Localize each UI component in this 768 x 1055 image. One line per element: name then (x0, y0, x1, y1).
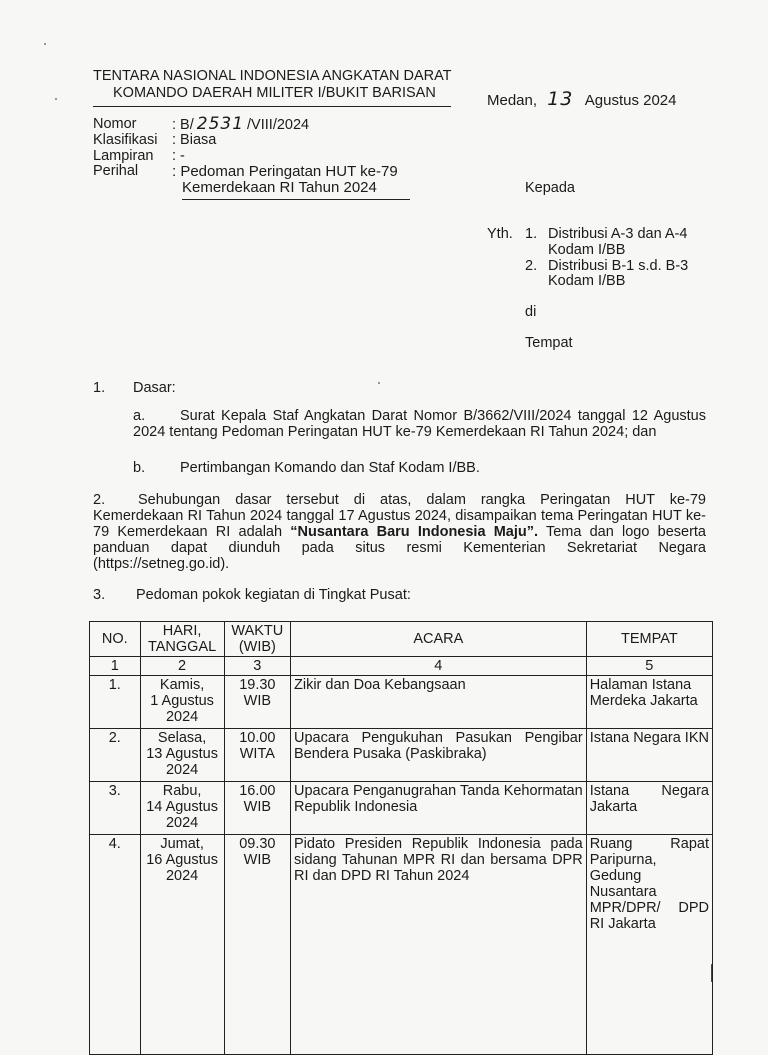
yth-label: Yth. (487, 226, 513, 242)
row-tempat: Istana Negara IKN (586, 729, 712, 782)
row-waktu: 19.30 WIB (224, 676, 290, 729)
recipient-1-line-1: Distribusi A-3 dan A-4 (548, 226, 688, 242)
p2-text: Kemerdekaan RI Tahun 2024 tanggal 17 Agustus 2024, disampaikan tema Peringatan HUT ke-79 Kemerdekaan RI adalah “Nusantara Baru Indonesia Maju”. Tema dan logo beserta panduan dapat diunduh pada situs resmi Kementerian Sekretariat Negara (https://setneg.go.id). (93, 508, 706, 572)
lampiran-value: : - (172, 148, 185, 164)
row-hari-tanggal: Jumat, 16 Agustus 2024 (140, 835, 224, 1055)
letterhead-line-1: TENTARA NASIONAL INDONESIA ANGKATAN DARAT (93, 68, 452, 84)
row-acara: Upacara Penganugrahan Tanda Kehormatan Republik Indonesia (290, 782, 586, 835)
row-acara: Zikir dan Doa Kebangsaan (290, 676, 586, 729)
table-row (90, 782, 713, 835)
nomor-prefix: : B/ (172, 117, 194, 133)
table-row (90, 729, 713, 782)
letterhead-line-2: KOMANDO DAERAH MILITER I/BUKIT BARISAN (113, 85, 436, 101)
p1b-text: Pertimbangan Komando dan Staf Kodam I/BB. (180, 460, 480, 476)
p1a-text: Surat Kepala Staf Angkatan Darat Nomor B/3662/VIII/2024 tanggal 12 Agustus 2024 tentang Pedoman Peringatan HUT ke-79 Kemerdekaan RI Tahun 2024; dan (133, 408, 706, 440)
row-hari-tanggal: Kamis, 1 Agustus 2024 (140, 676, 224, 729)
row-tempat: Halaman Istana Merdeka Jakarta (586, 676, 712, 729)
row-no: 2. (90, 729, 141, 782)
schedule-table (89, 621, 713, 1055)
p1-number: 1. (93, 380, 106, 396)
klasifikasi-label: Klasifikasi (93, 132, 158, 148)
scan-speck (55, 98, 57, 100)
nomor-value (172, 114, 309, 134)
p2-number: 2. (93, 492, 106, 508)
row-waktu: 16.00 WIB (224, 782, 290, 835)
p1b-letter: b. (133, 460, 146, 476)
scan-speck (378, 382, 380, 384)
row-no: 4. (90, 835, 141, 1055)
lampiran-label: Lampiran (93, 148, 154, 164)
colnum: 1 (90, 657, 141, 676)
p1a-letter: a. (133, 408, 146, 424)
nomor-suffix: /VIII/2024 (247, 117, 310, 133)
table-header-row (90, 622, 713, 657)
table-row (90, 835, 713, 1055)
p2-theme: “Nusantara Baru Indonesia Maju”. (290, 524, 539, 540)
perihal-underline (182, 199, 410, 200)
row-hari-tanggal: Rabu, 14 Agustus 2024 (140, 782, 224, 835)
date-line (487, 88, 677, 110)
header-acara: ACARA (290, 622, 586, 657)
di-label: di (525, 304, 537, 320)
recipient-2-line-2: Kodam I/BB (548, 273, 626, 289)
header-no: NO. (90, 622, 141, 657)
colnum: 5 (586, 657, 712, 676)
colnum: 3 (224, 657, 290, 676)
tempat-label: Tempat (525, 335, 573, 351)
kepada-label: Kepada (525, 180, 575, 196)
row-tempat: Ruang Rapat Paripurna, Gedung Nusantara MPR/DPR/ DPD RI Jakarta (586, 835, 712, 1055)
row-acara: Upacara Pengukuhan Pasukan Pengibar Bendera Pusaka (Paskibraka) (290, 729, 586, 782)
row-no: 1. (90, 676, 141, 729)
row-hari-tanggal: Selasa, 13 Agustus 2024 (140, 729, 224, 782)
recipient-2-line-1: Distribusi B-1 s.d. B-3 (548, 258, 689, 274)
nomor-label: Nomor (93, 116, 137, 132)
table-row (90, 676, 713, 729)
klasifikasi-value: : Biasa (172, 132, 217, 148)
p3-text: Pedoman pokok kegiatan di Tingkat Pusat: (136, 587, 411, 603)
perihal-label: Perihal (93, 163, 139, 179)
perihal-value-1: : Pedoman Peringatan HUT ke-79 (172, 163, 398, 180)
p3-number: 3. (93, 587, 106, 603)
date-place: Medan, (487, 92, 538, 109)
table-colnumber-row (90, 657, 713, 676)
nomor-number-handwritten: 2531 (196, 114, 245, 134)
row-no: 3. (90, 782, 141, 835)
header-tempat: TEMPAT (586, 622, 712, 657)
colnum: 2 (140, 657, 224, 676)
date-month-year: Agustus 2024 (584, 92, 677, 109)
p2-line-1: Sehubungan dasar tersebut di atas, dalam rangka Peringatan HUT ke-79 (138, 492, 706, 508)
scan-speck (711, 964, 712, 982)
perihal-value-2: Kemerdekaan RI Tahun 2024 (182, 179, 377, 196)
date-day-handwritten: 13 (547, 88, 574, 110)
colnum: 4 (290, 657, 586, 676)
row-waktu: 10.00 WITA (224, 729, 290, 782)
scan-speck (44, 43, 46, 45)
recipient-1-line-2: Kodam I/BB (548, 242, 626, 258)
header-waktu: WAKTU (WIB) (224, 622, 290, 657)
p1-title: Dasar: (133, 380, 176, 396)
header-hari-tanggal: HARI, TANGGAL (140, 622, 224, 657)
row-acara: Pidato Presiden Republik Indonesia pada sidang Tahunan MPR RI dan bersama DPR RI dan DPD RI Tahun 2024 (290, 835, 586, 1055)
recipient-2-number: 2. (525, 258, 538, 274)
letterhead-underline (93, 106, 451, 107)
row-waktu: 09.30 WIB (224, 835, 290, 1055)
row-tempat: Istana Negara Jakarta (586, 782, 712, 835)
recipient-1-number: 1. (525, 226, 538, 242)
